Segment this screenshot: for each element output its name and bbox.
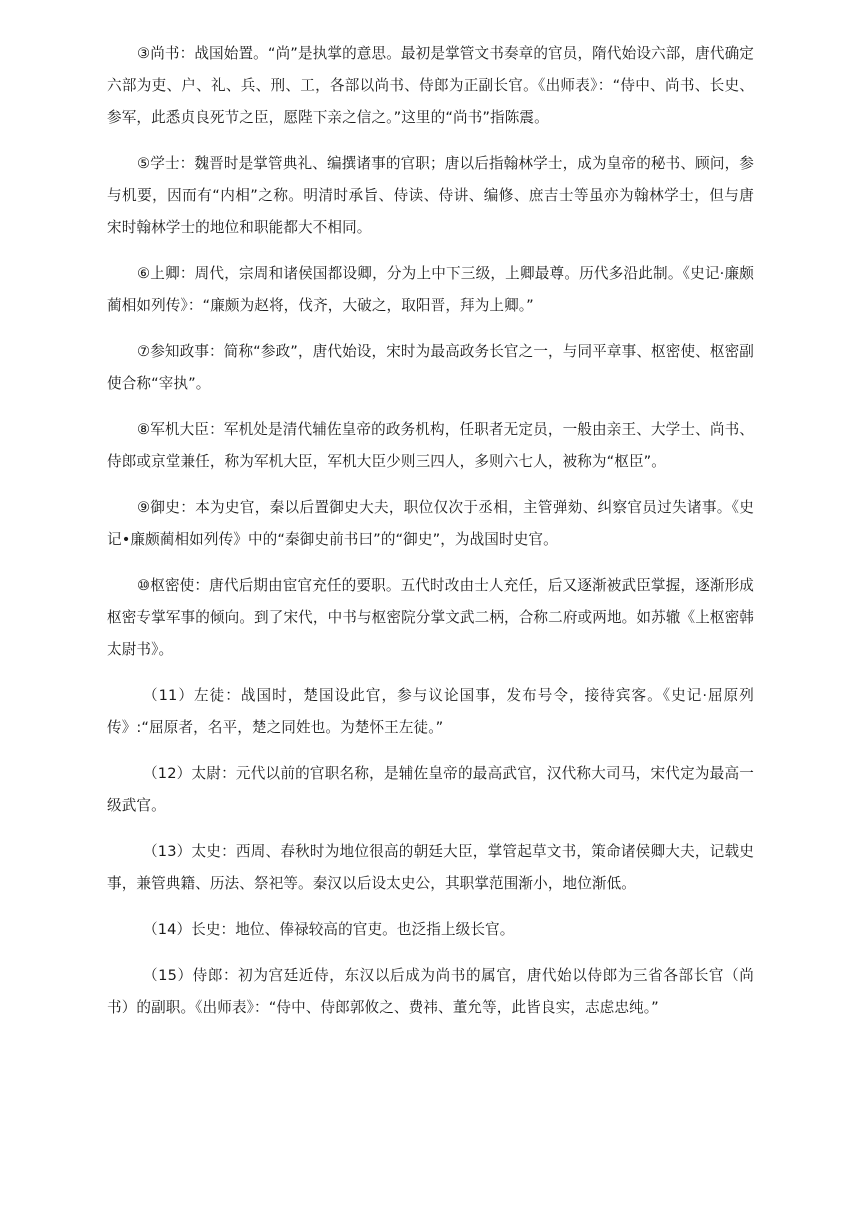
paragraph-taiwei: （12）太尉：元代以前的官职名称，是辅佐皇帝的最高武官，汉代称大司马，宋代定为最高一级武官。	[107, 765, 754, 814]
paragraph-shangshu: ③尚书：战国始置。“尚”是执掌的意思。最初是掌管文书奏章的官员，隋代始设六部，唐代确定六部为吏、户、礼、兵、刑、工，各部以尚书、侍郎为正副长官。《出师表》：“侍中、尚书、长史、参军，此悉贞良死节之臣，愿陛下亲之信之。”这里的“尚书”指陈震。	[107, 45, 754, 126]
paragraph-xueshi: ⑤学士：魏晋时是掌管典礼、编撰诸事的官职；唐以后指翰林学士，成为皇帝的秘书、顾问，参与机要，因而有“内相”之称。明清时承旨、侍读、侍讲、编修、庶吉士等虽亦为翰林学士，但与唐宋时翰林学士的地位和职能都大不相同。	[107, 155, 754, 236]
paragraph-canzhizhengshi: ⑦参知政事：简称“参政”，唐代始设，宋时为最高政务长官之一，与同平章事、枢密使、枢密副使合称“宰执”。	[107, 343, 754, 392]
paragraph-taishi: （13）太史：西周、春秋时为地位很高的朝廷大臣，掌管起草文书，策命诸侯卿大夫，记载史事，兼管典籍、历法、祭祀等。秦汉以后设太史公，其职掌范围渐小，地位渐低。	[107, 843, 754, 892]
paragraph-zuotu: （11）左徒：战国时，楚国设此官，参与议论国事，发布号令，接待宾客。《史记·屈原列传》:“屈原者，名平，楚之同姓也。为楚怀王左徒。”	[107, 687, 754, 736]
paragraph-zhangshi: （14）长史：地位、俸禄较高的官吏。也泛指上级长官。	[143, 921, 515, 938]
paragraph-shilang: （15）侍郎：初为宫廷近侍，东汉以后成为尚书的属官，唐代始以侍郎为三省各部长官（尚书）的副职。《出师表》：“侍中、侍郎郭攸之、费祎、董允等，此皆良实，志虑忠纯。”	[107, 967, 754, 1016]
paragraph-shangqing: ⑥上卿：周代，宗周和诸侯国都设卿，分为上中下三级，上卿最尊。历代多沿此制。《史记·廉颇蔺相如列传》：“廉颇为赵将，伐齐，大破之，取阳晋，拜为上卿。”	[107, 265, 754, 314]
paragraph-yushi: ⑨御史：本为史官，秦以后置御史大夫，职位仅次于丞相，主管弹劾、纠察官员过失诸事。《史记•廉颇蔺相如列传》中的“秦御史前书曰”的“御史”，为战国时史官。	[107, 499, 754, 548]
paragraph-shumishi: ⑩枢密使：唐代后期由宦官充任的要职。五代时改由士人充任，后又逐渐被武臣掌握，逐渐形成枢密专掌军事的倾向。到了宋代，中书与枢密院分掌文武二柄，合称二府或两地。如苏辙《上枢密韩太尉书》。	[107, 577, 754, 658]
paragraph-junjidachen: ⑧军机大臣：军机处是清代辅佐皇帝的政务机构，任职者无定员，一般由亲王、大学士、尚书、侍郎或京堂兼任，称为军机大臣，军机大臣少则三四人，多则六七人，被称为“枢臣”。	[107, 421, 754, 470]
